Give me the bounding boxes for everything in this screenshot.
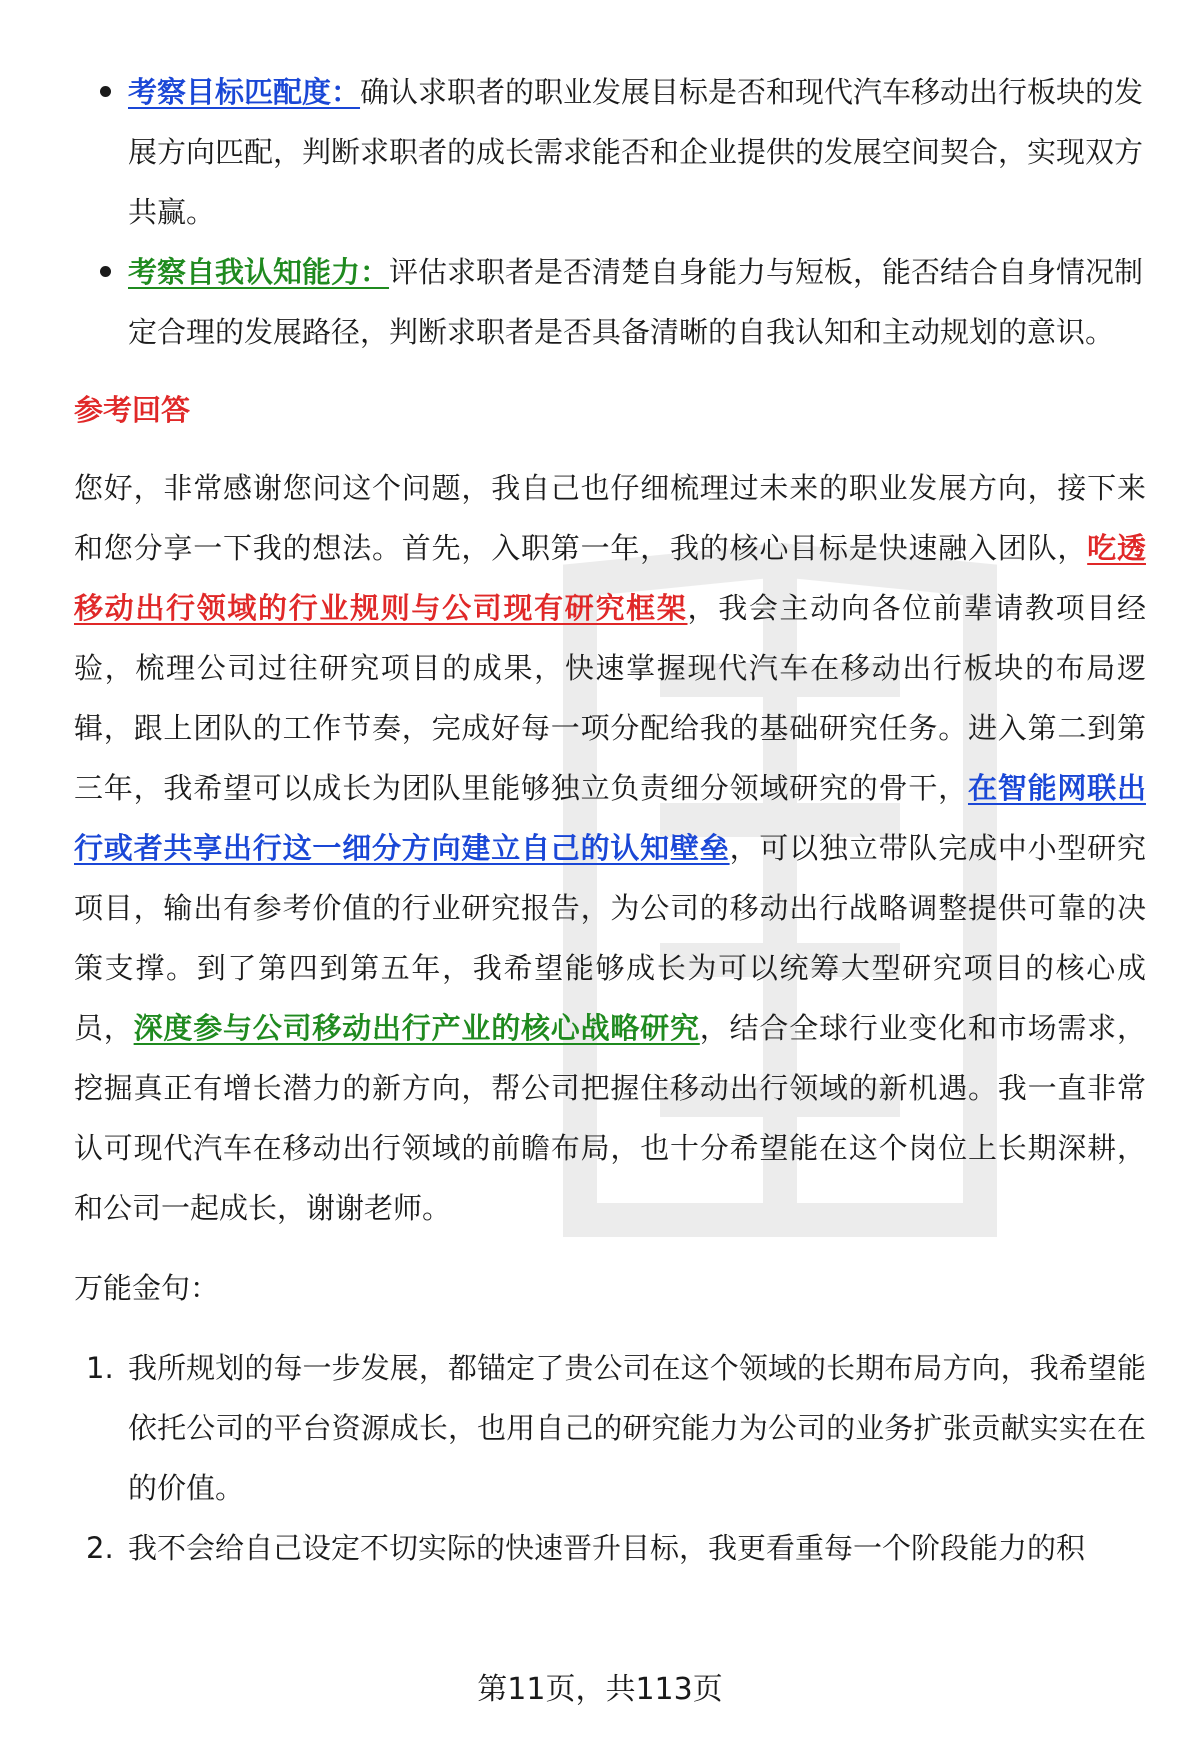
item-number: 1.	[86, 1351, 114, 1385]
golden-sentence-text: 我不会给自己设定不切实际的快速晋升目标，我更看重每一个阶段能力的积	[128, 1531, 1086, 1565]
answer-keyword-green: 深度参与公司移动出行产业的核心战略研究	[133, 1011, 700, 1045]
answer-paragraph	[74, 458, 1146, 1238]
answer-text: ，结合全球行业变化和市场需求，挖掘真正有增长潜力的新方向，帮公司把握住移动出行领域的新机遇。我一直非常认可现代汽车在移动出行领域的前瞻布局，也十分希望能在这个岗位上长期深耕，和公司一起成长，谢谢老师。	[74, 1011, 1146, 1225]
golden-sentence-item	[74, 1518, 1146, 1578]
bullet-dot-icon	[100, 266, 111, 277]
answer-keyword-red: 吃透移动出行领域的行业规则与公司现有研究框架	[74, 531, 1146, 625]
answer-text: ，我会主动向各位前辈请教项目经验，梳理公司过往研究项目的成果，快速掌握现代汽车在移动出行板块的布局逻辑，跟上团队的工作节奏，完成好每一项分配给我的基础研究任务。进入第二到第三年，我希望可以成长为团队里能够独立负责细分领域研究的骨干，	[74, 591, 1146, 805]
bullet-dot-icon	[100, 86, 111, 97]
golden-sentence-item	[74, 1338, 1146, 1518]
criteria-list	[74, 62, 1146, 362]
page-footer: 第11页，共113页	[477, 1672, 723, 1707]
criteria-item	[74, 62, 1146, 242]
criteria-text: 评估求职者是否清楚自身能力与短板，能否结合自身情况制定合理的发展路径，判断求职者是否具备清晰的自我认知和主动规划的意识。	[128, 255, 1144, 349]
criteria-keyword: 考察自我认知能力：	[128, 255, 390, 289]
criteria-text: 确认求职者的职业发展目标是否和现代汽车移动出行板块的发展方向匹配，判断求职者的成长需求能否和企业提供的发展空间契合，实现双方共赢。	[128, 75, 1144, 229]
item-number: 2.	[86, 1531, 114, 1565]
answer-text: ，可以独立带队完成中小型研究项目，输出有参考价值的行业研究报告，为公司的移动出行战略调整提供可靠的决策支撑。到了第四到第五年，我希望能够成长为可以统筹大型研究项目的核心成员，	[74, 831, 1146, 1045]
reference-answer-title: 参考回答	[74, 393, 191, 427]
content-area	[74, 62, 1146, 1578]
answer-text: 您好，非常感谢您问这个问题，我自己也仔细梳理过未来的职业发展方向，接下来和您分享一下我的想法。首先，入职第一年，我的核心目标是快速融入团队，	[74, 471, 1146, 565]
golden-sentence-text: 我所规划的每一步发展，都锚定了贵公司在这个领域的长期布局方向，我希望能依托公司的平台资源成长，也用自己的研究能力为公司的业务扩张贡献实实在在的价值。	[128, 1351, 1146, 1505]
criteria-keyword: 考察目标匹配度：	[128, 75, 361, 109]
golden-sentences-list	[74, 1338, 1146, 1578]
answer-keyword-blue: 在智能网联出行或者共享出行这一细分方向建立自己的认知壁垒	[74, 771, 1146, 865]
criteria-item	[74, 242, 1146, 362]
golden-sentences-label: 万能金句：	[74, 1271, 220, 1305]
